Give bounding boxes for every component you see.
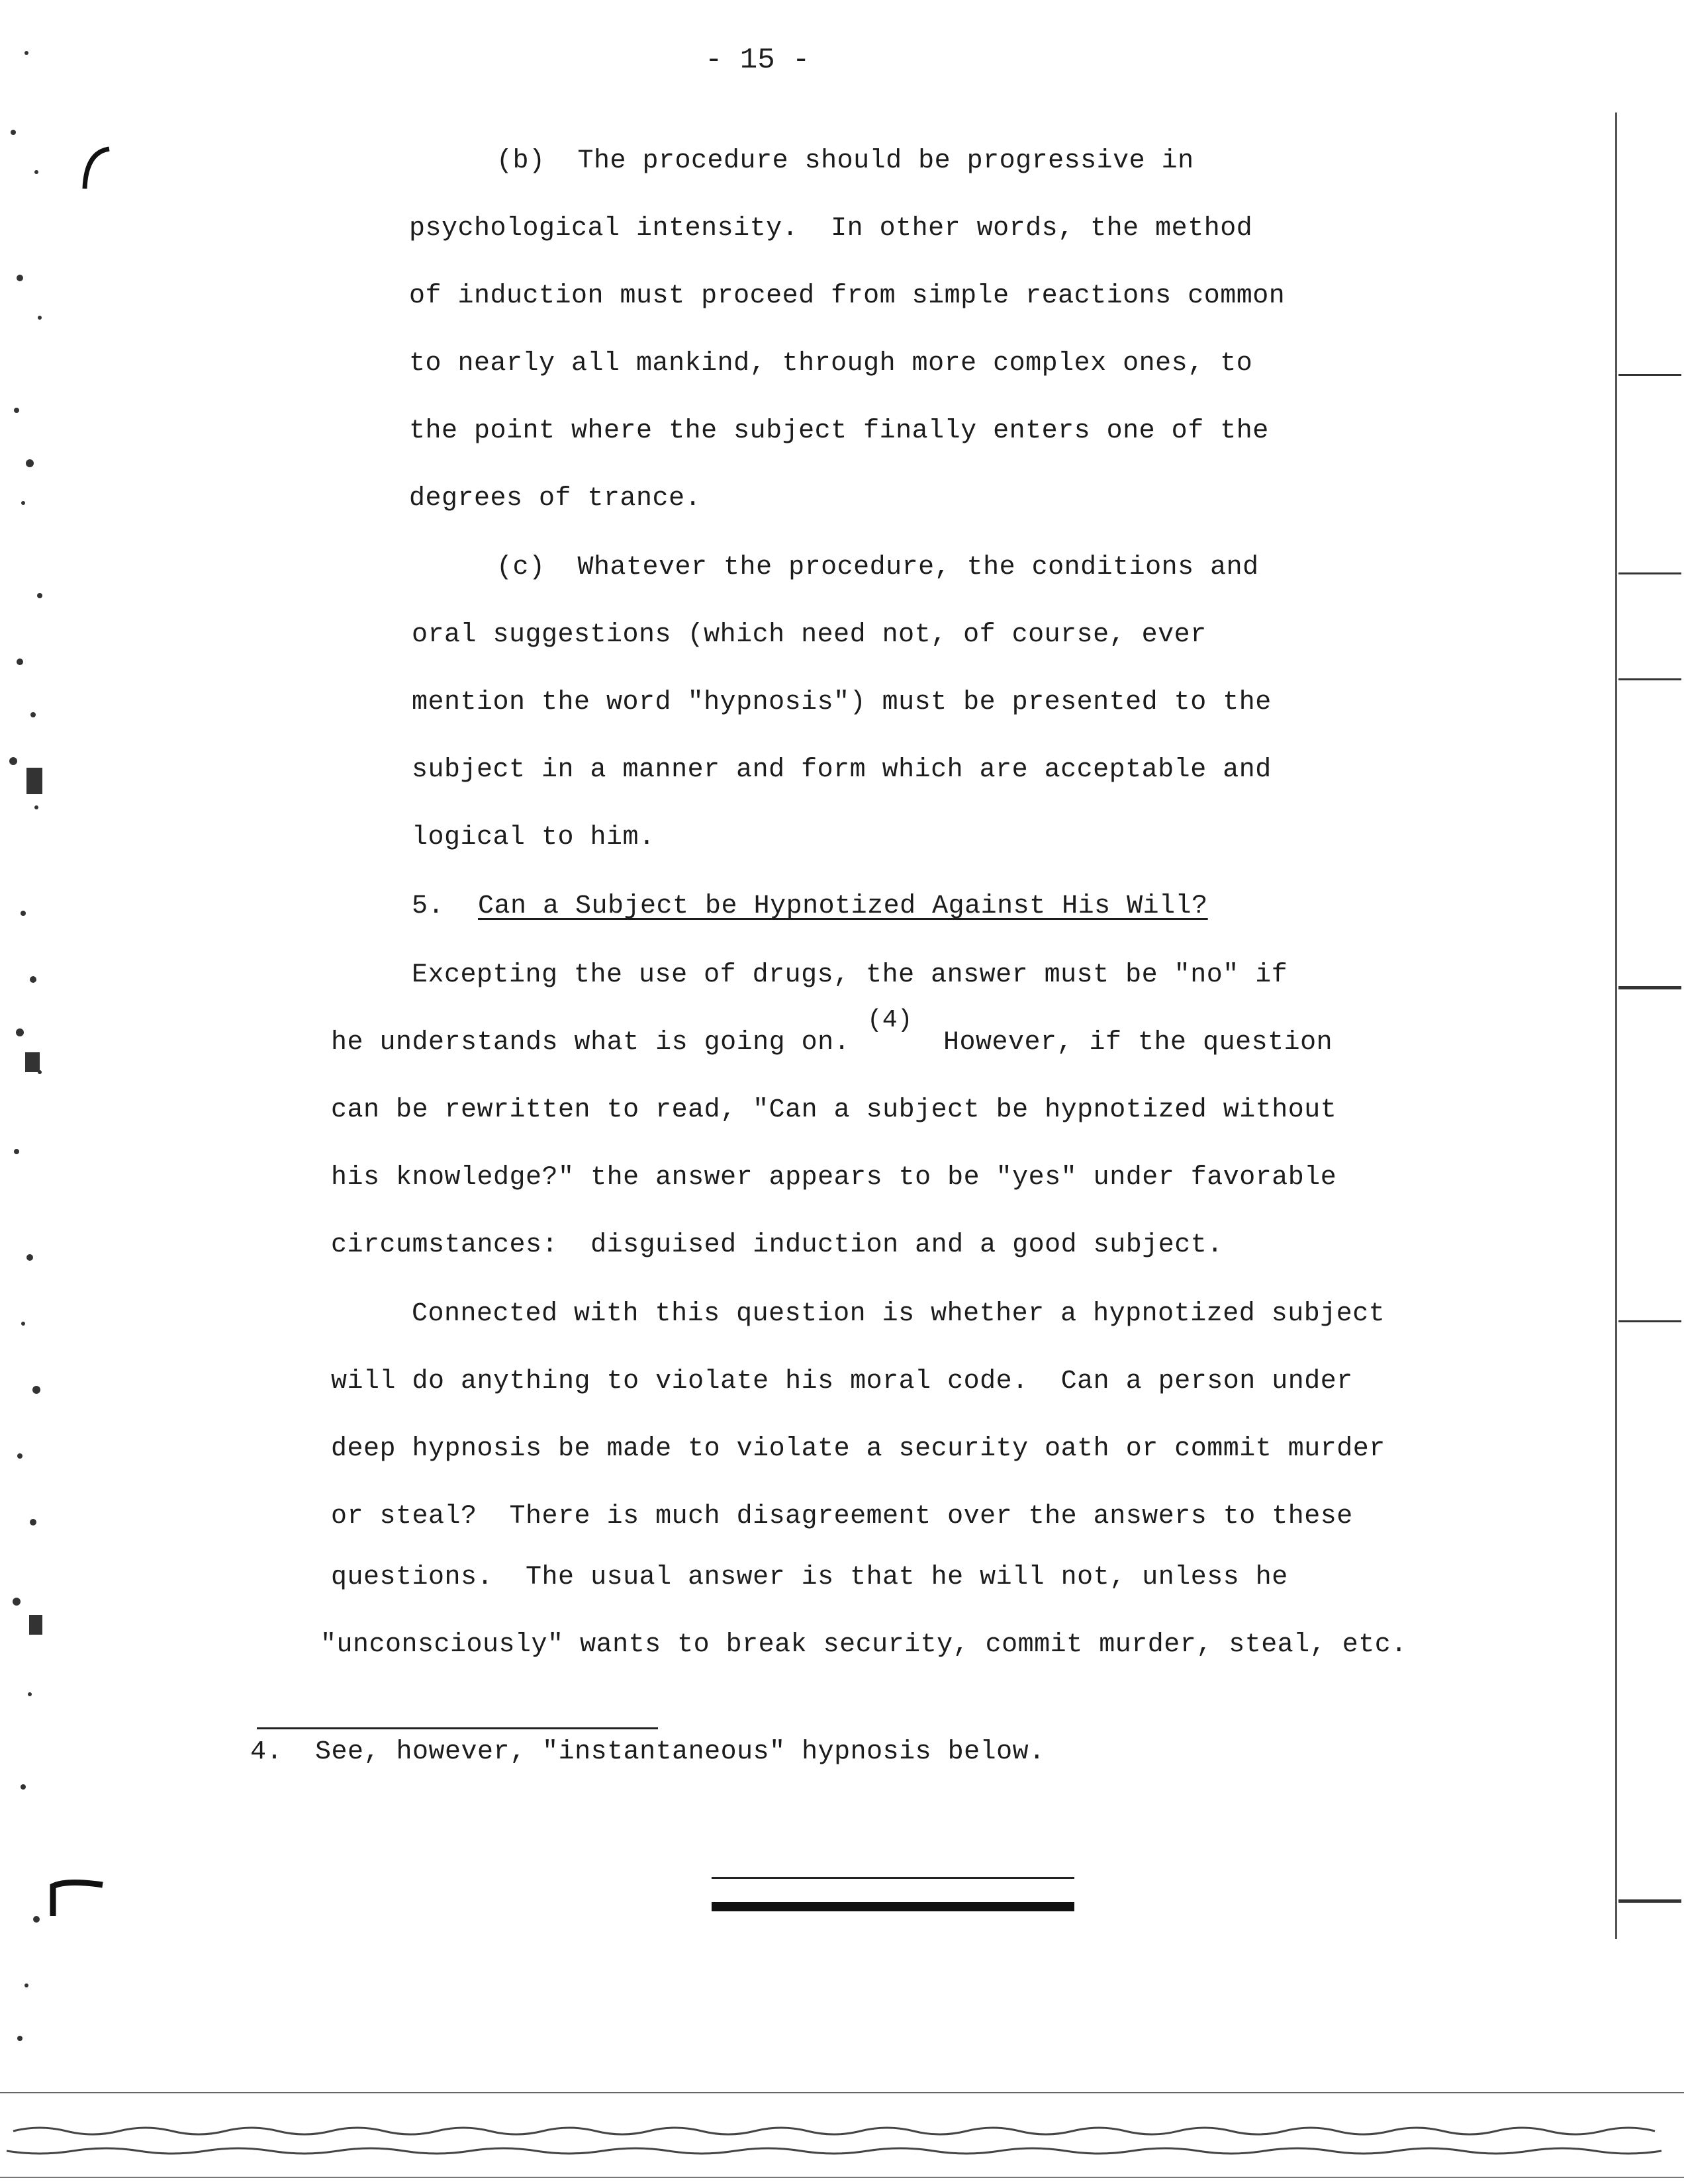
- scan-noise-bottom: [0, 2085, 1684, 2184]
- paragraph-b-line: degrees of trance.: [409, 484, 702, 514]
- paragraph-c-line: (c) Whatever the procedure, the conditions and: [496, 553, 1259, 582]
- page-number: - 15 -: [705, 44, 810, 77]
- right-border-tick: [1618, 678, 1681, 680]
- footnote-rule: [257, 1727, 658, 1729]
- right-border-tick: [1618, 374, 1681, 376]
- paragraph-b-line: (b) The procedure should be progressive in: [496, 146, 1194, 176]
- section-heading: Can a Subject be Hypnotized Against His Will?: [478, 891, 1208, 921]
- footnote-reference: (4): [867, 1006, 913, 1034]
- connected-line: will do anything to violate his moral code. Can a person under: [331, 1367, 1353, 1396]
- right-border-tick: [1618, 1320, 1681, 1322]
- paragraph-b-line: to nearly all mankind, through more complex ones, to: [409, 349, 1253, 379]
- paragraph-c-line: subject in a manner and form which are acceptable and: [412, 755, 1272, 785]
- right-border-tick: [1618, 572, 1681, 574]
- answer-line: can be rewritten to read, "Can a subject be hypnotized without: [331, 1095, 1337, 1125]
- paragraph-c-line: oral suggestions (which need not, of course, ever: [412, 620, 1207, 650]
- right-border-tick: [1618, 986, 1681, 989]
- answer-line: his knowledge?" the answer appears to be "yes" under favorable: [331, 1163, 1337, 1193]
- connected-line: "unconsciously" wants to break security, commit murder, steal, etc.: [320, 1630, 1407, 1660]
- paragraph-c-line: logical to him.: [412, 823, 655, 852]
- connected-line: or steal? There is much disagreement over the answers to these: [331, 1502, 1353, 1531]
- footnote: 4. See, however, "instantaneous" hypnosis below.: [250, 1737, 1045, 1767]
- paragraph-c-line: mention the word "hypnosis") must be presented to the: [412, 688, 1272, 717]
- scan-noise-left: [0, 0, 113, 2184]
- answer-line: However, if the question: [943, 1028, 1333, 1058]
- end-rule-thick: [712, 1902, 1074, 1911]
- connected-line: Connected with this question is whether a hypnotized subject: [412, 1299, 1385, 1329]
- end-rule-thin: [712, 1877, 1074, 1879]
- corner-bracket-top: [79, 146, 113, 192]
- answer-line: he understands what is going on.: [331, 1028, 851, 1058]
- answer-line: circumstances: disguised induction and a good subject.: [331, 1230, 1223, 1260]
- connected-line: deep hypnosis be made to violate a security oath or commit murder: [331, 1434, 1385, 1464]
- corner-bracket-bottom: [46, 1873, 106, 1919]
- paragraph-b-line: the point where the subject finally enters one of the: [409, 416, 1269, 446]
- right-border-tick: [1618, 1899, 1681, 1903]
- paragraph-b-line: psychological intensity. In other words, the method: [409, 214, 1253, 244]
- answer-line: Excepting the use of drugs, the answer must be "no" if: [412, 960, 1288, 990]
- connected-line: questions. The usual answer is that he will not, unless he: [331, 1563, 1288, 1592]
- section-heading-number: 5.: [412, 891, 445, 921]
- page-right-border: [1615, 113, 1617, 1939]
- paragraph-b-line: of induction must proceed from simple reactions common: [409, 281, 1286, 311]
